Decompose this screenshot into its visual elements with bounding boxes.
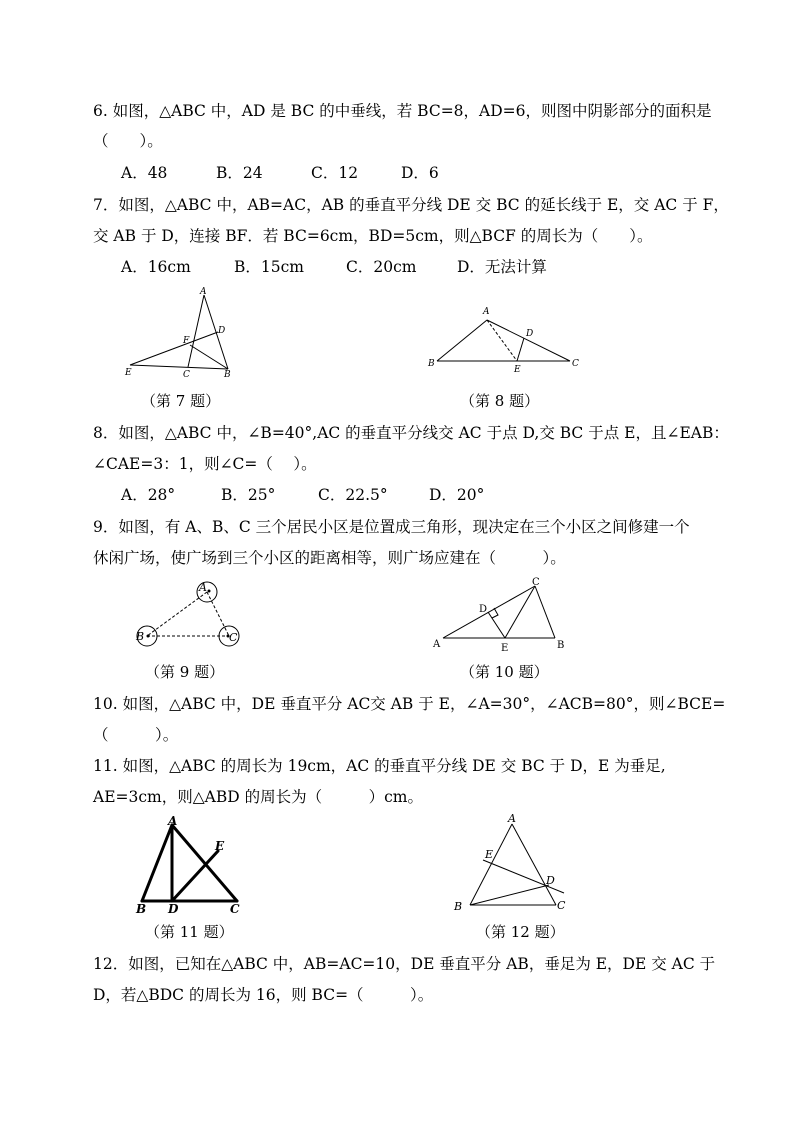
fig7-segment-ed — [130, 332, 218, 365]
q8-option-b: B．25° — [221, 486, 276, 504]
fig8-segment-ae — [487, 320, 517, 361]
fig7-segment-ac — [188, 295, 204, 367]
fig10-segment-ce — [505, 586, 535, 638]
fig8-label-e: E — [514, 365, 521, 375]
fig8-caption: （第 8 题） — [460, 392, 540, 410]
figure-8 — [420, 300, 590, 380]
q12-line1: 12．如图，已知在△ABC 中，AB=AC=10，DE 垂直平分 AB，垂足为 E，DE 交 AC 于 — [93, 955, 716, 973]
fig7-segment-eb — [130, 365, 228, 369]
fig11-label-b: B — [136, 902, 147, 916]
fig10-label-e: E — [501, 643, 509, 654]
q7-line1: 7．如图，△ABC 中，AB=AC，AB 的垂直平分线 DE 交 BC 的延长线于 E，交 AC 于 F， — [93, 196, 729, 214]
q8-line2: ∠CAE=3：1，则∠C=（ ）。 — [93, 455, 317, 473]
fig11-label-c: C — [230, 902, 240, 916]
q7-line2: 交 AB 于 D，连接 BF．若 BC=6cm，BD=5cm，则△BCF 的周长为（ ）。 — [93, 227, 653, 245]
fig9-label-c: C — [229, 631, 238, 644]
fig7-label-d: D — [218, 326, 226, 336]
q6-option-b: B．24 — [216, 164, 263, 182]
q10-line1: 10. 如图，△ABC 中，DE 垂直平分 AC交 AB 于 E，∠A=30°，∠ACB=80°，则∠BCE= — [93, 695, 726, 713]
fig12-segment-ab — [470, 824, 512, 905]
figure-7 — [120, 285, 250, 385]
q8-line1: 8．如图，△ABC 中，∠B=40°,AC 的垂直平分线交 AC 于点 D,交 BC 于点 E，且∠EAB： — [93, 424, 729, 442]
fig12-label-e: E — [485, 848, 494, 861]
fig12-segment-bd — [470, 885, 549, 905]
fig12-label-a: A — [508, 812, 516, 825]
q11-line1: 11. 如图，△ABC 的周长为 19cm，AC 的垂直平分线 DE 交 BC 于 D，E 为垂足, — [93, 757, 666, 775]
fig7-label-f: F — [183, 336, 190, 346]
q6-line2: （ ）。 — [93, 132, 163, 150]
q6-option-a: A．48 — [121, 164, 168, 182]
fig8-segment-de — [517, 338, 524, 361]
fig7-segment-bf — [190, 345, 228, 369]
q8-option-c: C．22.5° — [318, 486, 388, 504]
fig9-label-a: A — [199, 581, 207, 594]
fig8-label-c: C — [572, 359, 579, 369]
fig10-caption: （第 10 题） — [460, 663, 549, 681]
figure-12 — [448, 812, 578, 917]
fig8-segment-ac — [487, 320, 570, 361]
fig8-label-b: B — [428, 359, 435, 369]
q12-line2: D，若△BDC 的周长为 16，则 BC=（ ）。 — [93, 986, 434, 1004]
fig11-label-e: E — [215, 839, 225, 853]
figure-10 — [428, 575, 578, 655]
fig7-label-c: C — [183, 370, 190, 380]
fig7-label-a: A — [200, 287, 207, 297]
fig9-segment-ac — [207, 592, 229, 636]
q6-line1: 6. 如图，△ABC 中，AD 是 BC 的中垂线，若 BC=8，AD=6，则图中阴影部分的面积是 — [93, 102, 712, 120]
q9-line1: 9．如图，有 A、B、C 三个居民小区是位置成三角形，现决定在三个小区之间修建一个 — [93, 518, 690, 536]
q7-option-a: A．16cm — [121, 258, 191, 276]
fig10-segment-bc — [535, 586, 555, 638]
fig11-segment-ab — [142, 825, 172, 901]
fig10-label-d: D — [479, 604, 488, 615]
fig12-caption: （第 12 题） — [476, 923, 565, 941]
fig10-label-c: C — [532, 577, 540, 588]
q11-line2: AE=3cm，则△ABD 的周长为（ ）cm。 — [93, 788, 423, 806]
fig8-segment-ab — [437, 320, 487, 361]
q7-option-c: C．20cm — [346, 258, 417, 276]
fig12-label-d: D — [546, 874, 555, 887]
q8-option-a: A．28° — [121, 486, 176, 504]
fig11-label-a: A — [168, 814, 178, 828]
q7-option-d: D．无法计算 — [457, 258, 547, 276]
fig9-segment-ab — [147, 592, 207, 636]
fig8-label-a: A — [483, 307, 490, 317]
fig11-caption: （第 11 题） — [145, 923, 234, 941]
fig11-segment-de — [172, 851, 218, 901]
fig7-label-e: E — [125, 368, 132, 378]
fig12-label-c: C — [557, 899, 566, 912]
figure-11 — [132, 815, 252, 915]
q6-option-c: C．12 — [311, 164, 359, 182]
q9-line2: 休闲广场，使广场到三个小区的距离相等，则广场应建在（ ）。 — [93, 549, 566, 567]
fig11-label-d: D — [168, 902, 179, 916]
q7-option-b: B．15cm — [234, 258, 304, 276]
fig9-caption: （第 9 题） — [145, 663, 225, 681]
fig7-label-b: B — [224, 370, 231, 380]
fig8-label-d: D — [526, 329, 534, 339]
fig9-point-b — [147, 635, 150, 638]
q10-line2: （ ）。 — [93, 726, 179, 744]
q6-option-d: D．6 — [401, 164, 439, 182]
fig10-label-b: B — [557, 640, 565, 651]
fig9-label-b: B — [136, 630, 145, 643]
figure-9 — [128, 575, 248, 655]
fig9-point-a — [208, 590, 211, 593]
fig7-caption: （第 7 题） — [141, 392, 221, 410]
fig10-segment-ac — [443, 586, 535, 638]
fig12-label-b: B — [454, 900, 463, 913]
fig10-label-a: A — [433, 639, 441, 650]
q8-option-d: D．20° — [429, 486, 485, 504]
